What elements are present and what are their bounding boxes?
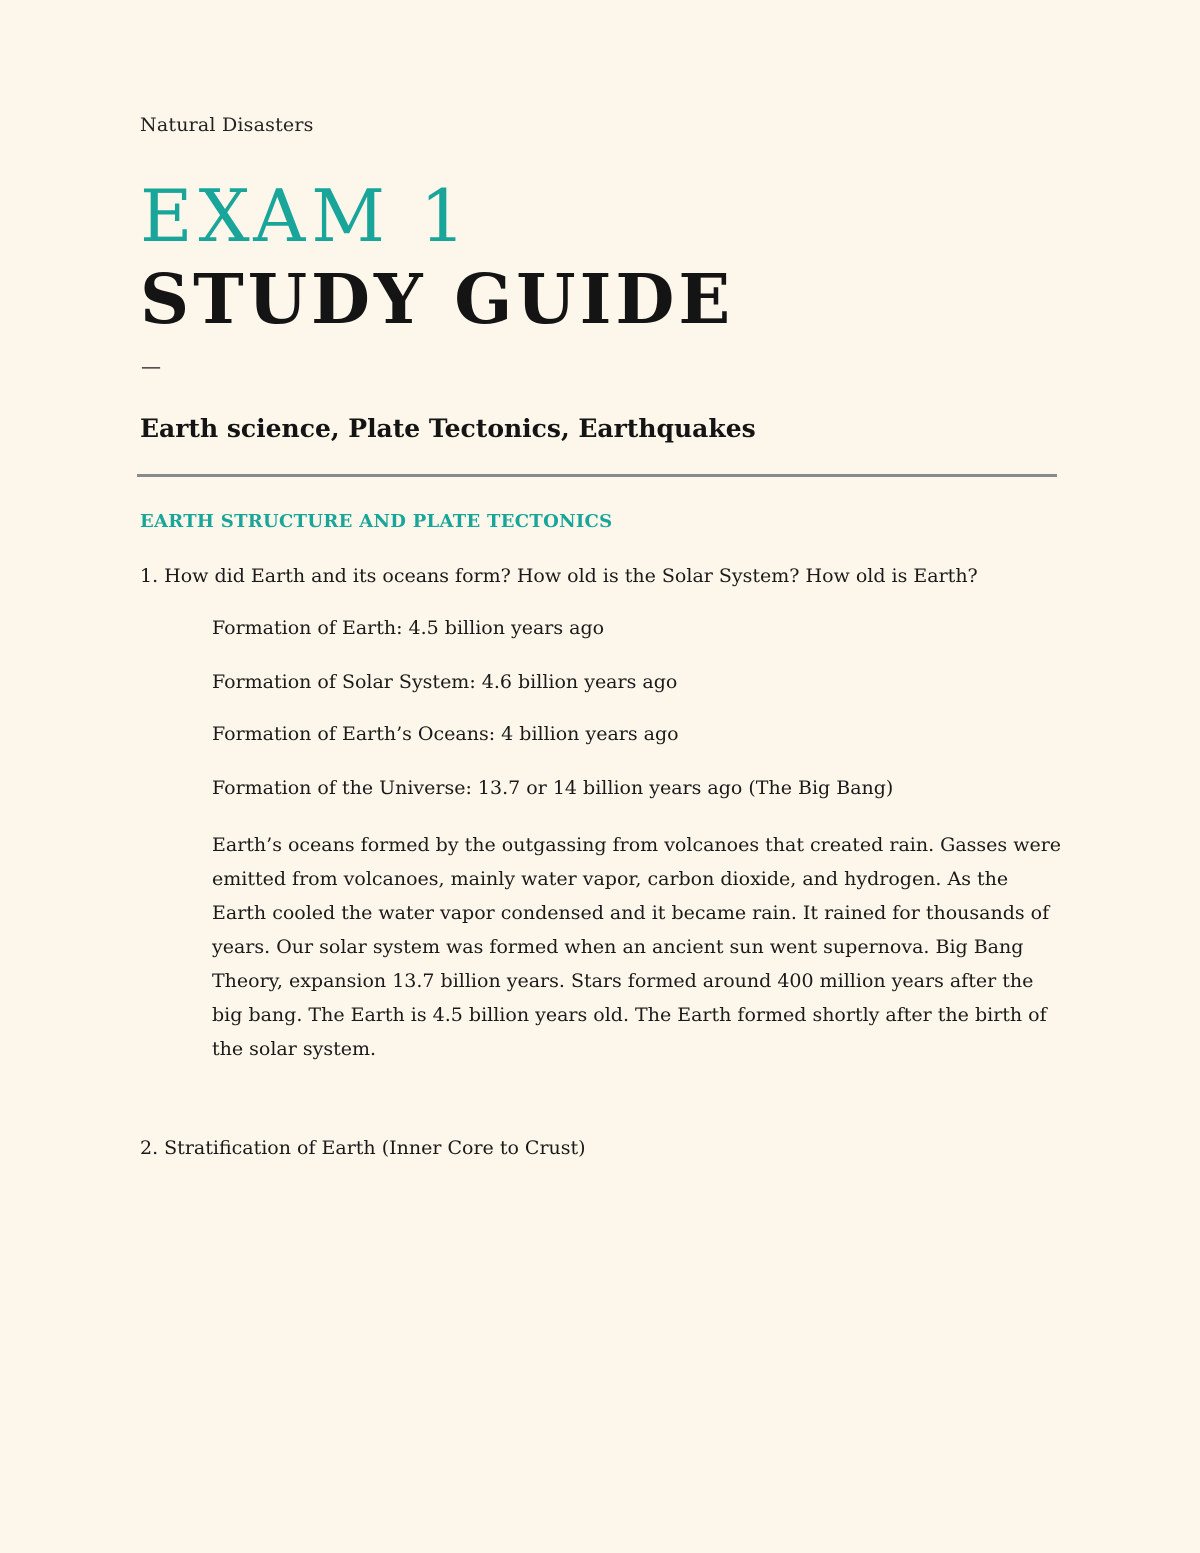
study-guide-title: STUDY GUIDE <box>140 260 735 340</box>
section-heading: EARTH STRUCTURE AND PLATE TECTONICS <box>140 511 613 532</box>
course-name: Natural Disasters <box>140 114 314 136</box>
question-1: 1. How did Earth and its oceans form? How old is the Solar System? How old is Earth? <box>140 565 978 587</box>
fact-oceans-formation: Formation of Earth’s Oceans: 4 billion years ago <box>212 723 679 745</box>
question-2: 2. Stratification of Earth (Inner Core to Crust) <box>140 1137 586 1159</box>
fact-universe-formation: Formation of the Universe: 13.7 or 14 billion years ago (The Big Bang) <box>212 777 894 799</box>
horizontal-divider <box>137 474 1057 477</box>
answer-paragraph: Earth’s oceans formed by the outgassing from volcanoes that created rain. Gasses were emitted from volcanoes, mainly water vapor, carbon dioxide, and hydrogen. As the Earth cooled the water vapor condensed and it became rain. It rained for thousands of years. Our solar system was formed when an ancient sun went supernova. Big Bang Theory, expansion 13.7 billion years. Stars formed around 400 million years after the big bang. The Earth is 4.5 billion years old. The Earth formed shortly after the birth of the solar system. <box>212 834 1062 1060</box>
exam-title: EXAM 1 <box>140 174 472 258</box>
title-dash: — <box>141 354 161 378</box>
fact-earth-formation: Formation of Earth: 4.5 billion years ago <box>212 617 605 639</box>
document-subtitle: Earth science, Plate Tectonics, Earthquakes <box>140 414 756 443</box>
fact-solar-system-formation: Formation of Solar System: 4.6 billion years ago <box>212 671 678 693</box>
